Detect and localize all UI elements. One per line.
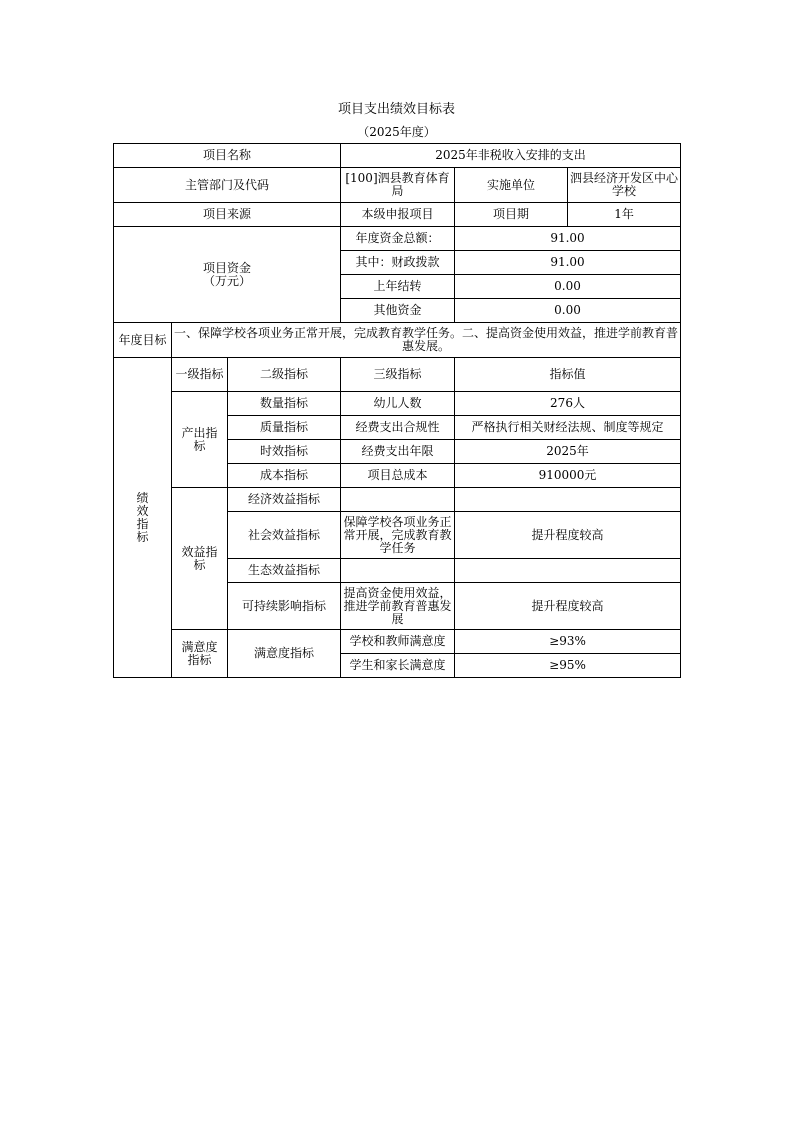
cost-value: 910000元: [455, 464, 681, 488]
ecological-benefit-level3: [341, 559, 455, 583]
document-title: 项目支出绩效目标表: [337, 102, 455, 117]
department-row: [114, 168, 681, 203]
level3-header: 三级指标: [341, 358, 455, 392]
annual-goal-row: [114, 323, 681, 358]
funds-total-row: [114, 227, 681, 251]
implementing-unit-label: 实施单位: [455, 168, 568, 203]
output-indicator-text: 产出指标: [181, 425, 218, 453]
funds-other-label: 其他资金: [341, 299, 455, 323]
social-benefit-level3: 保障学校各项业务正常开展，完成教育教学任务: [341, 512, 455, 559]
timeliness-indicator: 时效指标: [228, 440, 341, 464]
quality-value: 严格执行相关财经法规、制度等规定: [455, 416, 681, 440]
project-source-label: 项目来源: [114, 203, 341, 227]
cost-indicator: 成本指标: [228, 464, 341, 488]
table-row: [114, 488, 681, 512]
quality-indicator: 质量指标: [228, 416, 341, 440]
sustainable-impact-value: 提升程度较高: [455, 583, 681, 630]
table-row: [114, 392, 681, 416]
funds-fiscal-value: 91.00: [455, 251, 681, 275]
funds-carryover-label: 上年结转: [341, 275, 455, 299]
document-subtitle: （2025年度）: [357, 125, 436, 139]
timeliness-value: 2025年: [455, 440, 681, 464]
economic-benefit-level3: [341, 488, 455, 512]
funds-carryover-value: 0.00: [455, 275, 681, 299]
funds-total-value: 91.00: [455, 227, 681, 251]
level2-header: 二级指标: [228, 358, 341, 392]
timeliness-level3: 经费支出年限: [341, 440, 455, 464]
parent-satisfaction-level3: 学生和家长满意度: [341, 654, 455, 678]
output-indicator-label: [172, 392, 228, 488]
sustainable-impact-indicator: 可持续影响指标: [228, 583, 341, 630]
funds-other-value: 0.00: [455, 299, 681, 323]
project-source-value: 本级申报项目: [341, 203, 455, 227]
project-period-value: 1年: [568, 203, 681, 227]
project-funds-label-line2: （万元）: [202, 273, 251, 288]
cost-level3: 项目总成本: [341, 464, 455, 488]
table-row: [114, 630, 681, 654]
annual-goal-text: 一、保障学校各项业务正常开展，完成教育教学任务。二、提高资金使用效益，推进学前教育普惠发展。: [172, 323, 681, 358]
project-funds-label: [114, 227, 341, 323]
quantity-value: 276人: [455, 392, 681, 416]
project-name-value: 2025年非税收入安排的支出: [341, 144, 681, 168]
social-benefit-indicator: 社会效益指标: [228, 512, 341, 559]
teacher-satisfaction-level3: 学校和教师满意度: [341, 630, 455, 654]
funds-total-label: 年度资金总额：: [341, 227, 455, 251]
social-benefit-value: 提升程度较高: [455, 512, 681, 559]
quantity-indicator: 数量指标: [228, 392, 341, 416]
performance-goal-table: [113, 143, 681, 678]
level1-header: 一级指标: [172, 358, 228, 392]
benefit-indicator-label: [172, 488, 228, 630]
satisfaction-indicator-text: 满意度指标: [181, 639, 218, 667]
satisfaction-indicator-label: [172, 630, 228, 678]
economic-benefit-indicator: 经济效益指标: [228, 488, 341, 512]
teacher-satisfaction-value: ≥93%: [455, 630, 681, 654]
economic-benefit-value: [455, 488, 681, 512]
implementing-unit-value: 泗县经济开发区中心学校: [568, 168, 681, 203]
quality-level3: 经费支出合规性: [341, 416, 455, 440]
department-value: [100]泗县教育体育局: [341, 168, 455, 203]
parent-satisfaction-value: ≥95%: [455, 654, 681, 678]
project-name-row: [114, 144, 681, 168]
annual-goal-label: 年度目标: [114, 323, 172, 358]
ecological-benefit-value: [455, 559, 681, 583]
sustainable-impact-level3: 提高资金使用效益，推进学前教育普惠发展: [341, 583, 455, 630]
benefit-indicator-text: 效益指标: [181, 544, 218, 572]
project-source-row: [114, 203, 681, 227]
satisfaction-level2: 满意度指标: [228, 630, 341, 678]
quantity-level3: 幼儿人数: [341, 392, 455, 416]
indicator-value-header: 指标值: [455, 358, 681, 392]
department-label: 主管部门及代码: [114, 168, 341, 203]
performance-indicator-text: 绩效指标: [136, 490, 149, 544]
project-name-label: 项目名称: [114, 144, 341, 168]
indicator-header-row: [114, 358, 681, 392]
project-period-label: 项目期: [455, 203, 568, 227]
project-funds-label-line1: 项目资金: [202, 260, 251, 275]
performance-indicator-label: [114, 358, 172, 678]
funds-fiscal-label: 其中：财政拨款: [341, 251, 455, 275]
ecological-benefit-indicator: 生态效益指标: [228, 559, 341, 583]
